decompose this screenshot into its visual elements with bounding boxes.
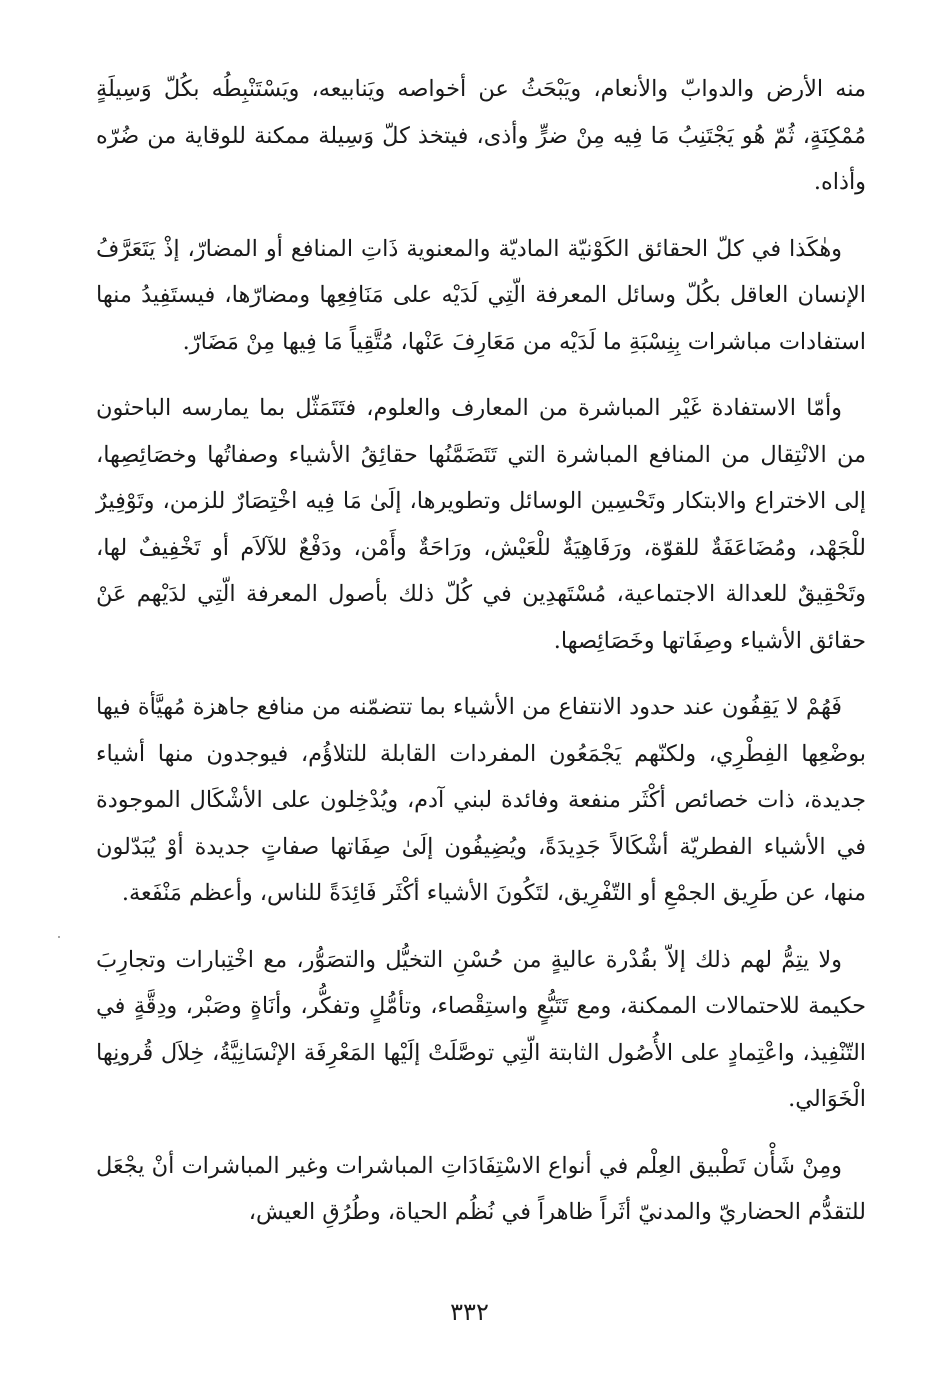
paragraph-1: منه الأرض والدوابّ والأنعام، ويَبْحَثُ عن أخواصه ويَنابيعه، ويَسْتَنْبِطُه بكُلّ وَسِيلَةٍ مُمْكِنَةٍ، ثُمّ هُو يَجْتَنِبُ مَا فِيه مِنْ ضرٍّ وأذى، فيتخذ كلّ وَسِيلة ممكنة للوقاية من ضُرّه وأذاه. (96, 76, 866, 195)
body-text (96, 66, 866, 1256)
paragraph-5: ولا يتِمُّ لهم ذلك إلاّ بقُدْرة عاليةٍ من حُسْنِ التخيُّل والتصَوُّر، مع اخْتِبارات وتجارِبَ حكيمة للاحتمالات الممكنة، ومع تَتَبُّعٍ واستِقْصاء، وتأمُّلٍ وتفكُّر، وأنَاةٍ وصَبْر، ودِقَّةٍ في التّنْفِيذ، واعْتِمادٍ على الأُصُول الثابتة الّتِي توصَّلَتْ إلَيْها المَعْرِفَة الإنْسَانِيَّةُ، خِلاَل قُرونِها الْخَوَالي. (96, 946, 866, 1112)
page-number: ٣٣٢ (450, 1298, 489, 1326)
paragraph-6: ومِنْ شَأْن تَطْبيق العِلْم في أنواع الاسْتِفَادَاتِ المباشرات وغير المباشرات أنْ يجْعَل للتقدُّم الحضاريّ والمدنيّ أثَراً ظاهراً في نُظُم الحياة، وطُرُقِ العيش، (96, 1152, 866, 1225)
paragraph-4: فَهُمْ لا يَقِفُون عند حدود الانتفاع من الأشياء بما تتضمّنه من منافع جاهزة مُهيَّأة فيها بوضْعِها الفِطْرِي، ولكنّهم يَجْمَعُون المفردات القابلة للتلاؤُم، فيوجدون منها أشياء جديدة، ذات خصائص أكْثَر منفعة وفائدة لبني آدم، ويُدْخِلون على الأشْكَال الموجودة في الأشياء الفطريّة أشْكَالاً جَدِيدَةً، ويُضِيفُون إلَىٰ صِفَاتها صفاتٍ جديدة أوْ يُبَدّلون منها، عن طَرِيق الجمْعِ أو التّفْرِيق، لتَكُونَ الأشياء أكْثَر فَائِدَةً للناس، وأعظم مَنْفَعة. (96, 694, 866, 906)
scan-speck (58, 936, 60, 938)
paragraph-2: وهٰكَذا في كلّ الحقائق الكَوْنيّة الماديّة والمعنوية ذَاتِ المنافع أو المضارّ، إذْ يَتَعَرَّفُ الإنسان العاقل بكُلّ وسائل المعرفة الّتِي لَدَيْه على مَنَافِعِها ومضارّها، فيستَفِيدُ منها استفادات مباشرات بِنِسْبَةِ ما لَدَيْه من مَعَارِفَ عَنْها، مُتَّقِياً مَا فِيها مِنْ مَضَارّ. (96, 235, 866, 355)
paragraph-3: وأمّا الاستفادة غَيْر المباشرة من المعارف والعلوم، فتَتَمَثّل بما يمارسه الباحثون من الانْتِقال من المنافع المباشرة التي تَتَضَمَّنُها حقائِقُ الأشياء وصفاتُها وخصَائِصِها، إلى الاختراع والابتكار وتَحْسِين الوسائل وتطويرها، إلَىٰ مَا فِيه اخْتِصَارٌ للزمن، وتَوْفِيرٌ للْجَهْد، ومُضَاعَفَةٌ للقوّة، ورَفَاهِيَةٌ للْعَيْش، ورَاحَةٌ وأَمْن، ودَفْعٌ للآلاَم أو تَخْفِيفٌ لها، وتَحْقِيقٌ للعدالة الاجتماعية، مُسْتَهدِين في كُلّ ذلك بأصول المعرفة الّتِي لدَيْهم عَنْ حقائق الأشياء وصِفَاتها وخَصَائِصها. (96, 395, 866, 654)
